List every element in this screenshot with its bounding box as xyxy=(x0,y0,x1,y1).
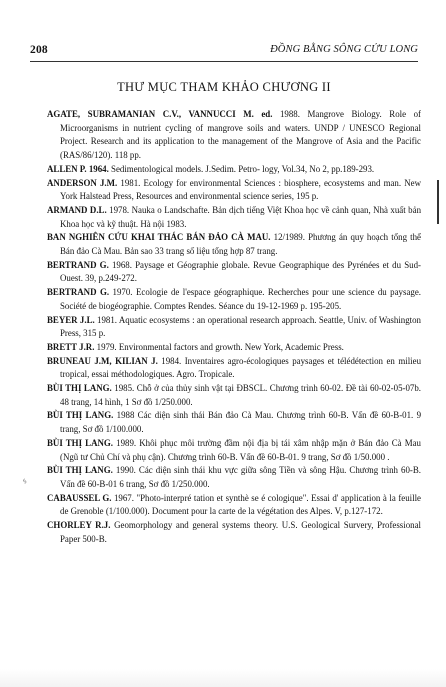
reference-text: Sedimentological models. J.Sedim. Petro- logy, Vol.34, No 2, pp.189-293. xyxy=(108,163,375,174)
reference-list xyxy=(47,108,421,547)
reference-author: BEYER J.L. xyxy=(47,314,95,325)
reference-text: 1978. Nauka o Landschafte. Bản dịch tiếng Việt Khoa học về cảnh quan, Nhà xuất bản Khoa học và kỹ thuật. Hà nội 1983. xyxy=(60,204,422,229)
reference-entry xyxy=(47,314,421,341)
reference-text: 12/1989. Phương án quy hoạch tổng thể Bán đảo Cà Mau. Bản sao 33 trang số liệu tổng hợp 87 trang. xyxy=(60,232,421,257)
header-rule xyxy=(30,61,418,62)
reference-text: 1990. Các diện sinh thái khu vực giữa sông Tiền và sông Hậu. Chương trình 60-B. Vấn đề 60-B-01 6 trang, Sơ đồ 1/250.000. xyxy=(60,465,421,489)
reference-entry xyxy=(47,341,421,355)
reference-text: 1979. Environmental factors and growth. New York, Academic Press. xyxy=(94,341,344,352)
reference-text: 1967. "Photo-interpré tation et synthè se é cologique". Essai d' application à la feuille de Grenoble (1/100.000). Document pour la carte de la végétation des Alpes. V, p.127-172. xyxy=(60,492,421,517)
reference-author: BÙI THỊ LANG. xyxy=(47,410,114,421)
running-title: ĐỒNG BẰNG SÔNG CỬU LONG xyxy=(270,44,418,55)
margin-tick-mark: ᛃ xyxy=(22,477,28,487)
reference-author: ALLEN P. 1964. xyxy=(47,163,109,174)
reference-author: BAN NGHIÊN CỨU KHAI THÁC BÁN ĐẢO CÀ MAU. xyxy=(47,232,271,243)
reference-author: BRUNEAU J.M, KILIAN J. xyxy=(47,355,158,366)
reference-entry xyxy=(47,108,421,163)
reference-text: 1988 Các diện sinh thái Bán đảo Cà Mau. Chương trình 60-B. Vấn đề 60-B-01. 9 trang, Sơ đồ 1/100.000. xyxy=(60,410,422,435)
reference-text: 1985. Chỗ ở của thủy sinh vật tại ĐBSCL. Chương trình 60-02. Đề tài 60-02-05-07b. 48 trang, 14 hình, 1 Sơ đồ 1/250.000. xyxy=(60,383,421,407)
reference-entry xyxy=(47,355,421,382)
reference-text: 1981. Ecology for environmental Sciences : biosphere, ecosystems and man. New York Halstead Press, Resources and environmental science series, 195 p. xyxy=(60,177,421,202)
margin-bar-mark xyxy=(437,180,439,224)
reference-entry xyxy=(47,286,421,313)
reference-text: 1968. Paysage et Géographie globale. Revue Geographique des Pyrénées et du Sud-Ouest. 39, p.249-272. xyxy=(60,259,421,284)
page-bottom-shadow xyxy=(0,669,446,687)
reference-author: ARMAND D.L. xyxy=(47,204,107,215)
page-number: 208 xyxy=(30,44,48,56)
reference-entry xyxy=(47,204,421,231)
reference-author: BRETT J.R. xyxy=(47,341,95,352)
section-heading: THƯ MỤC THAM KHẢO CHƯƠNG II xyxy=(117,80,331,94)
reference-entry xyxy=(47,259,421,286)
reference-entry xyxy=(47,231,421,258)
reference-entry xyxy=(47,177,421,204)
reference-author: CABAUSSEL G. xyxy=(47,492,112,503)
reference-entry xyxy=(47,464,421,491)
reference-author: BÙI THỊ LANG. xyxy=(47,437,114,448)
reference-entry xyxy=(47,519,421,546)
reference-author: AGATE, SUBRAMANIAN C.V., VANNUCCI M. ed. xyxy=(47,109,273,119)
reference-entry xyxy=(47,437,421,464)
reference-text: Geomorphology and general systems theory. U.S. Geological Survery, Professional Paper 500-B. xyxy=(60,520,422,544)
reference-text: 1989. Khôi phục môi trường đầm nội địa bị tái xâm nhập mặn ở Bán đảo Cà Mau (Ngũ tư Chủ Chí và phụ cận). Chương trình 60-B. Vấn đề 60-B-01. 9 trang, Sơ đồ 1/50.000 . xyxy=(60,437,421,462)
reference-author: BERTRAND G. xyxy=(47,259,109,270)
reference-entry xyxy=(47,409,421,436)
reference-author: BÙI THỊ LANG. xyxy=(47,383,112,394)
reference-entry xyxy=(47,382,421,409)
reference-author: BERTRAND G. xyxy=(47,287,110,298)
page-header xyxy=(30,44,418,60)
reference-author: BÙI THỊ LANG. xyxy=(47,465,113,476)
reference-author: CHORLEY R.J. xyxy=(47,520,111,531)
reference-author: ANDERSON J.M. xyxy=(47,177,118,188)
reference-text: 1988. Mangrove Biology. Role of Microorganisms in nutrient cycling of mangrove soils and waters. UNDP / UNESCO Regional Project. Research and its application to the management of the Mangrove of Asia and the Pacific (RAS/86/120). 118 pp. xyxy=(60,109,422,161)
reference-text: 1981. Aquatic ecosystems : an operational research approach. Seattle, Univ. of Washington Press, 315 p. xyxy=(60,314,421,339)
reference-text: 1970. Ecologie de l'espace géographique. Recherches pour une science du paysage. Société de biogéographie. Comptes Rendes. Séance du 19-12-1969 p. 195-205. xyxy=(60,287,421,311)
reference-entry xyxy=(47,163,421,177)
reference-text: 1984. Inventaires agro-écologiques paysages et télédétection en milieu tropical, essai méthodologiques. Agro. Tropicale. xyxy=(60,355,422,380)
reference-entry xyxy=(47,492,421,519)
